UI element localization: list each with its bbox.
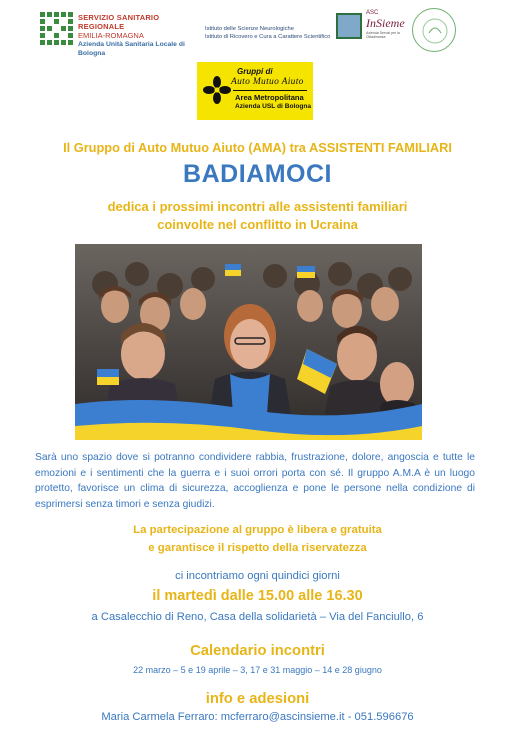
ama-azienda: Azienda USL di Bologna: [235, 103, 312, 110]
ama-logo: [197, 62, 313, 120]
header-subtitle: Il Gruppo di Auto Mutuo Aiuto (AMA) tra ASSISTENTI FAMILIARI: [63, 140, 452, 155]
meeting-time: il martedì dalle 15.00 alle 16.30: [152, 588, 363, 604]
asc-insieme-logo: [336, 10, 408, 46]
asc-name: InSieme: [366, 16, 405, 30]
ssr-line1: SERVIZIO SANITARIO REGIONALE: [78, 13, 160, 31]
isnb-logo: [205, 25, 330, 41]
ssr-line2: EMILIA-ROMAGNA: [78, 31, 144, 40]
isnb-line1: Istituto delle Scienze Neurologiche: [205, 26, 294, 32]
info-heading: info e adesioni: [205, 691, 310, 707]
isnb-line2: Istituto di Ricovero e Cura a Carattere Scientifico: [205, 34, 331, 40]
ssr-logo: [40, 12, 200, 57]
page-title: BADIAMOCI: [183, 160, 332, 188]
circular-partner-logo: [412, 8, 456, 52]
ama-divider: [233, 90, 307, 91]
participation-line1: La partecipazione al gruppo è libera e gratuita: [133, 524, 382, 536]
dedication-line2: coinvolte nel conflitto in Ucraina: [157, 217, 358, 232]
dedication-line1: dedica i prossimi incontri alle assistenti familiari: [107, 199, 408, 214]
ama-gruppi: Gruppi di: [237, 67, 273, 76]
crowd-photo-illustration: [75, 244, 422, 440]
ama-flower-icon: [203, 76, 231, 104]
ssr-dots-icon: [40, 12, 74, 46]
circular-logo-icon: [413, 9, 457, 53]
ssr-line3: Azienda Unità Sanitaria Locale di Bologna: [78, 41, 185, 57]
contact-info[interactable]: Maria Carmela Ferraro: mcferraro@ascinsieme.it - 051.596676: [101, 711, 414, 723]
asc-label: ASC: [366, 10, 379, 16]
ama-title: Auto Mutuo Aiuto: [231, 77, 304, 87]
calendar-dates: 22 marzo – 5 e 19 aprile – 3, 17 e 31 maggio – 14 e 28 giugno: [133, 665, 382, 675]
calendar-heading: Calendario incontri: [190, 643, 325, 659]
ukraine-crowd-photo: [75, 244, 422, 440]
asc-subtitle: Azienda Servizi per la Cittadinanza: [366, 31, 400, 39]
description-paragraph: Sarà uno spazio dove si potranno condividere rabbia, frustrazione, dolore, angoscia e tutte le emozioni e i sentimenti che la guerra e i suoi orrori porta con sé. Il gruppo A.M.A è un luogo protetto, favorisce un clima di sicurezza, accoglienza e pone le persone nella condizione di esprimersi senza timori e senza giudizi.: [35, 452, 475, 510]
ama-area: Area Metropolitana: [235, 93, 304, 102]
participation-line2: e garantisce il rispetto della riservatezza: [148, 542, 367, 554]
meeting-frequency: ci incontriamo ogni quindici giorni: [175, 570, 340, 582]
meeting-place: a Casalecchio di Reno, Casa della solidarietà – Via del Fanciullo, 6: [91, 611, 424, 623]
asc-square-icon: [336, 13, 362, 39]
